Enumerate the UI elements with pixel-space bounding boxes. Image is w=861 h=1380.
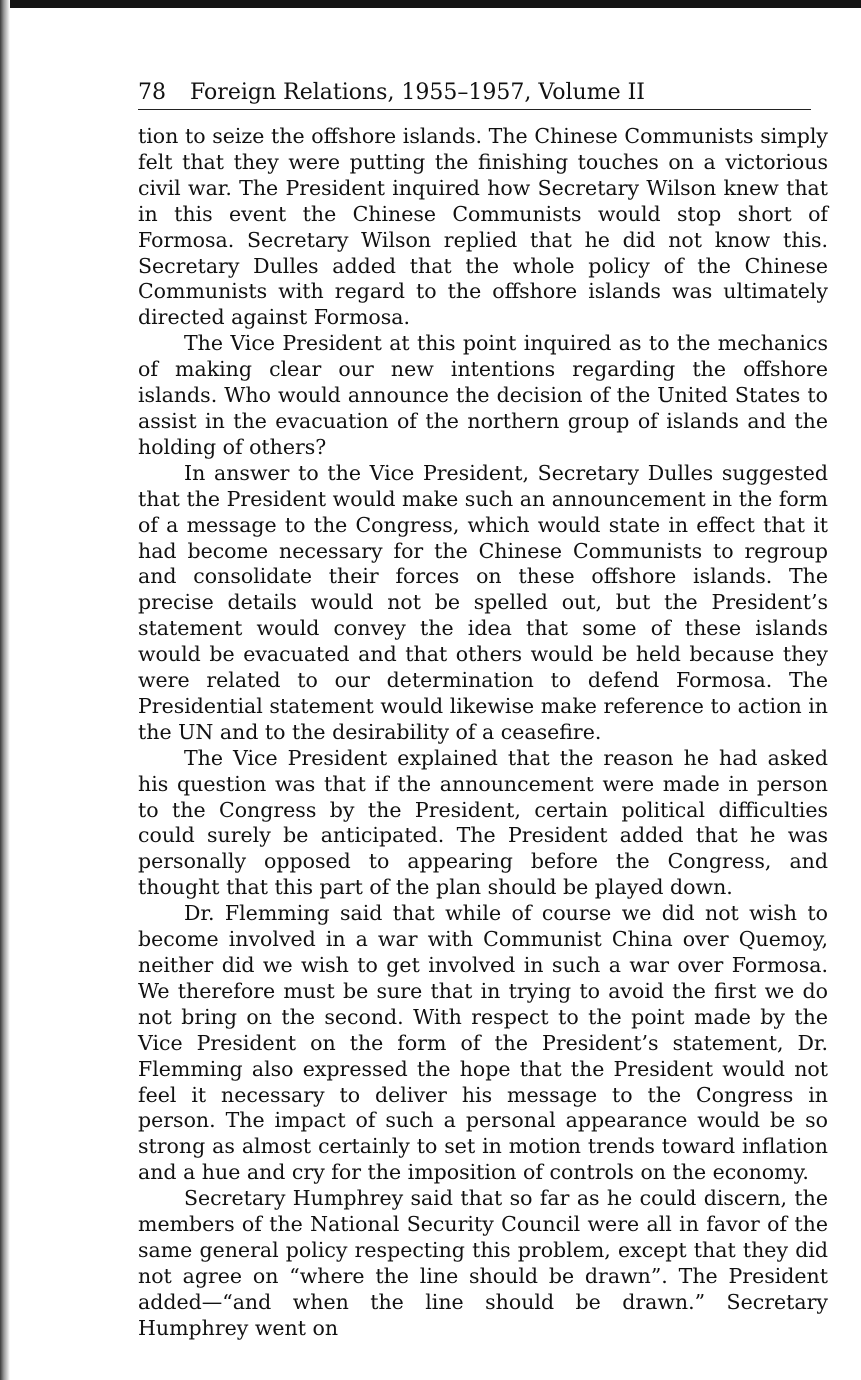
running-header — [138, 80, 811, 110]
paragraph-vice-president-explanation: The Vice President explained that the reason he had asked his question was that if the announcement were made in person to the Congress by the President, certain political difficulties could surely be anticipated. The President added that he was personally opposed to appearing before the Congress, and thought that this part of the plan should be played down. — [138, 745, 828, 900]
paragraph-continued: tion to seize the offshore islands. The Chinese Communists simply felt that they were putting the finishing touches on a victorious civil war. The President inquired how Secretary Wilson knew that in this event the Chinese Communists would stop short of Formosa. Secretary Wilson replied that he did not know this. Secretary Dulles added that the whole policy of the Chinese Communists with regard to the offshore islands was ultimately directed against Formosa. — [138, 124, 828, 330]
paragraph-flemming: Dr. Flemming said that while of course we did not wish to become involved in a war with Communist China over Quemoy, neither did we wish to get involved in such a war over Formosa. We therefore must be sure that in trying to avoid the first we do not bring on the second. With respect to the point made by the Vice President on the form of the President’s statement, Dr. Flemming also expressed the hope that the President would not feel it necessary to deliver his message to the Congress in person. The impact of such a personal appearance would be so strong as almost certainly to set in motion trends toward inflation and a hue and cry for the imposition of controls on the economy. — [138, 901, 828, 1185]
page-number: 78 — [138, 80, 166, 105]
running-title: Foreign Relations, 1955–1957, Volume II — [190, 80, 645, 105]
page-top-edge — [0, 0, 861, 8]
document-page — [138, 80, 828, 1342]
paragraph-dulles-answer: In answer to the Vice President, Secretary Dulles suggested that the President would make such an announcement in the form of a message to the Congress, which would state in effect that it had become necessary for the Chinese Communists to regroup and consolidate their forces on these offshore islands. The precise details would not be spelled out, but the President’s statement would convey the idea that some of these islands would be evacuated and that others would be held because they were related to our determination to defend Formosa. The Presidential statement would likewise make reference to action in the UN and to the desirability of a ceasefire. — [138, 460, 828, 744]
paragraph-humphrey: Secretary Humphrey said that so far as he could discern, the members of the National Security Council were all in favor of the same general policy respecting this problem, except that they did not agree on “where the line should be drawn”. The President added—“and when the line should be drawn.” Secretary Humphrey went on — [138, 1186, 828, 1340]
body-text — [138, 124, 828, 1342]
page-binding-shadow — [0, 0, 10, 1380]
paragraph-vice-president-inquiry: The Vice President at this point inquired as to the mechanics of making clear our new intentions regarding the offshore islands. Who would announce the decision of the United States to assist in the evacuation of the northern group of islands and the holding of others? — [138, 331, 828, 459]
